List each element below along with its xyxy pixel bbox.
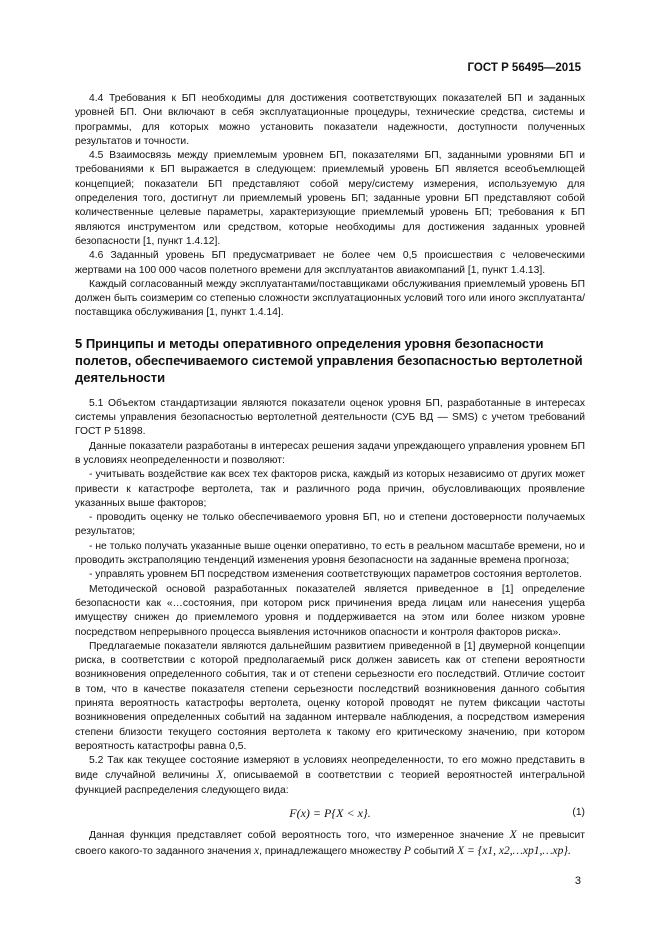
page-content — [75, 92, 585, 859]
formula-1 — [75, 806, 585, 820]
formula-expression: F(x) = P{X < x}. — [289, 806, 371, 821]
paragraph-risk-concept: Предлагаемые показатели являются дальнейшим развитием приведенной в [1] двумерной концепции риска, в соответствии с которой предполагаемый риск должен зависеть как от степени вероятности возникновения определенного события, так и от степени серьезности его последствий. Отличие состоит в том, что в качестве показателя степени серьезности последствий возникновения данного события принята вероятность катастрофы вертолета, оценку которой проводят не путем фиксации частоты возникновения определенных событий на заданном интервале наблюдения, а посредством измерения степени близости текущего состояния вертолета к такому его критическому значению, при котором вероятность катастрофы равна 0,5. — [75, 640, 585, 752]
paragraph-4-6: 4.6 Заданный уровень БП предусматривает не более чем 0,5 происшествия с человеческими жертвами на 100 000 часов полетного времени для эксплуатантов авиакомпаний [1, пункт 1.4.13]. — [75, 250, 585, 276]
paragraph-5-1: 5.1 Объектом стандартизации являются показатели оценок уровня БП, разработанные в интересах системы управления безопасностью вертолетной деятельности (СУБ ВД — SMS) с учетом требований ГОСТ Р 51898. — [75, 397, 585, 438]
paragraph-agreed-level: Каждый согласованный между эксплуатантами/поставщиками обслуживания приемлемый уровень БП должен быть соизмерим со степенью сложности эксплуатационных условий того или иного эксплуатанта/поставщика обслуживания [1, пункт 1.4.14]. — [75, 278, 585, 319]
paragraph-indicators: Данные показатели разработаны в интересах решения задачи упреждающего управления уровнем БП в условиях неопределенности и позволяют: — [75, 440, 585, 466]
paragraph-4-4: 4.4 Требования к БП необходимы для достижения соответствующих показателей БП и заданных уровней БП. Они включают в себя эксплуатационные процедуры, технические средства, системы и программы, для которых можно установить показатели надежности, доступности полученных результатов и точности. — [75, 93, 585, 147]
page-number: 3 — [574, 875, 581, 887]
paragraph-methodology: Методической основой разработанных показателей является приведенное в [1] определение безопасности как «…состояния, при котором риск причинения вреда лицам или нанесения ущерба имуществу снижен до приемлемого уровня и поддерживается на этом или более низком уровне посредством непрерывного процесса выявления источников опасности и контроля факторов риска». — [75, 583, 585, 638]
list-item: - учитывать воздействие как всех тех факторов риска, каждый из которых независимо от других может привести к катастрофе вертолета, так и различного рода причин, обусловливающих проявление указанных выше факторов; — [75, 469, 585, 509]
variable-X: X — [216, 769, 224, 782]
paragraph-5-2: 5.2 Так как текущее состояние измеряют в условиях неопределенности, то его можно представить в виде случайной величины X, описываемой в соответствии с теорией вероятностей интегральной функцией распределения следующего вида: — [75, 755, 585, 796]
document-code: ГОСТ Р 56495—2015 — [467, 62, 581, 74]
paragraph-function-desc: Данная функция представляет собой вероятность того, что измеренное значение X не превысит своего какого-то заданного значения x, принадлежащего множеству P событий X = {x1, x2,…xp1,…xp}. — [75, 829, 585, 857]
list-item: - не только получать указанные выше оценки оперативно, то есть в реальном масштабе времени, но и проводить экстраполяцию тенденций изменения уровня безопасности на заданные времена прогноза; — [75, 540, 585, 567]
list-item: - проводить оценку не только обеспечиваемого уровня БП, но и степени достоверности получаемых результатов; — [75, 512, 585, 538]
event-set: X = {x1, x2,…xp1,…xp}. — [457, 844, 571, 857]
list-item: - управлять уровнем БП посредством изменения соответствующих параметров состояния вертолетов. — [89, 569, 582, 581]
section-5-title: 5 Принципы и методы оперативного определения уровня безопасности полетов, обеспечиваемого системой управления безопасностью вертолетной деятельности — [75, 335, 583, 385]
paragraph-4-5: 4.5 Взаимосвязь между приемлемым уровнем БП, показателями БП, заданными уровнями БП и требованиями к БП выражается в следующем: приемлемый уровень БП является всеобъемлющей концепцией; показатели БП представляют собой меру/систему измерения, используемую для определения того, достигнут ли приемлемый уровень БП; заданные уровни БП представляют собой количественные целевые параметры, характеризующие приемлемый уровень БП; требования к БП являются инструментом или средством, которые необходимы для достижения заданных уровней безопасности [1, пункт 1.4.12]. — [75, 150, 585, 247]
formula-number: (1) — [572, 807, 585, 819]
